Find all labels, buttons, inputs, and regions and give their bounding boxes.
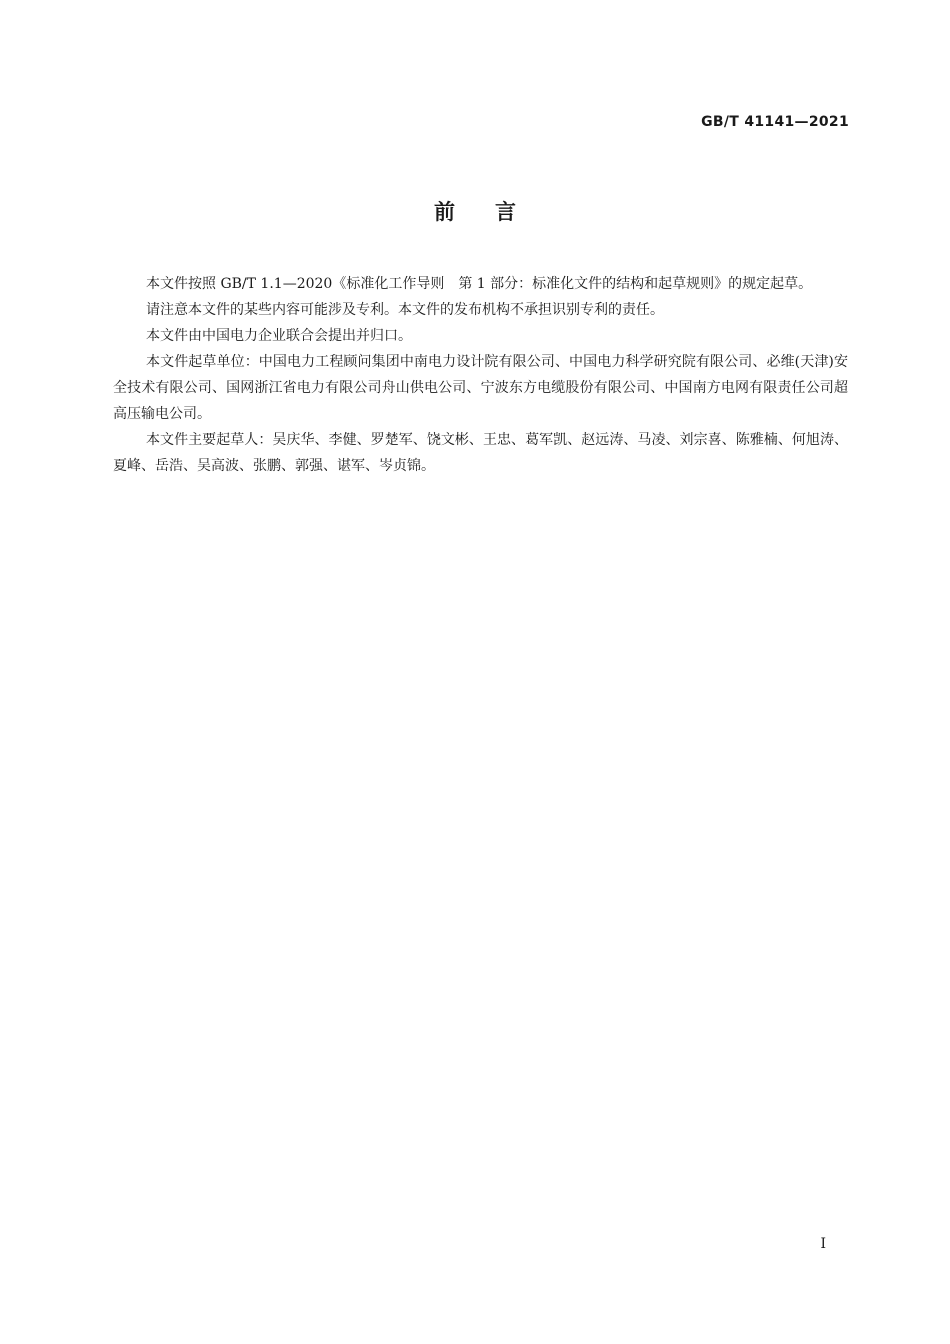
- paragraph-drafting-rules: 本文件按照 GB/T 1.1—2020《标准化工作导则 第 1 部分：标准化文件的结构和起草规则》的规定起草。: [146, 276, 813, 292]
- standard-number: GB/T 41141—2021: [701, 114, 849, 130]
- page-title: 前言: [434, 200, 556, 224]
- paragraph-proposer: 本文件由中国电力企业联合会提出并归口。: [146, 328, 412, 344]
- page-number: I: [820, 1236, 826, 1252]
- paragraph-drafters: 本文件主要起草人：吴庆华、李健、罗楚军、饶文彬、王忠、葛军凯、赵远涛、马凌、刘宗喜、陈雅楠、何旭涛、夏峰、岳浩、吴高波、张鹏、郭强、谌军、岑贞锦。: [113, 432, 848, 474]
- paragraph-patent-notice: 请注意本文件的某些内容可能涉及专利。本文件的发布机构不承担识别专利的责任。: [146, 302, 664, 318]
- paragraph-drafting-organizations: 本文件起草单位：中国电力工程顾问集团中南电力设计院有限公司、中国电力科学研究院有限公司、必维(天津)安全技术有限公司、国网浙江省电力有限公司舟山供电公司、宁波东方电缆股份有限公司、中国南方电网有限责任公司超高压输电公司。: [113, 354, 848, 422]
- foreword-body: [113, 271, 848, 479]
